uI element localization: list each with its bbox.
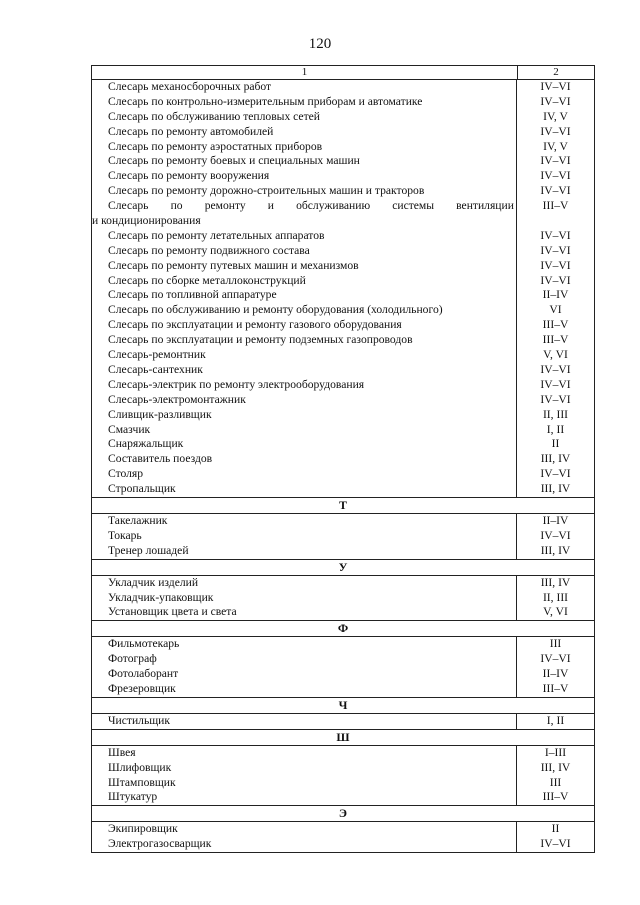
- table-row: [92, 682, 594, 697]
- row-grade: IV, V: [543, 109, 568, 123]
- row-name: Столяр: [92, 467, 517, 482]
- section-letter: Ч: [92, 698, 594, 714]
- row-grade: III–V: [542, 681, 569, 695]
- row-name: Фильмотекарь: [92, 637, 517, 652]
- table-row: [92, 667, 594, 682]
- section-0: [92, 497, 594, 559]
- row-name: Слесарь по ремонту подвижного состава: [92, 244, 517, 259]
- table-row: [92, 110, 594, 125]
- row-name: Составитель поездов: [92, 452, 517, 467]
- row-name: Фотолаборант: [92, 667, 517, 682]
- table-row: [92, 437, 594, 452]
- row-grade: III–V: [542, 333, 569, 347]
- section-letter: У: [92, 560, 594, 576]
- row-name: Слесарь по топливной аппаратуре: [92, 288, 517, 303]
- row-grade: II, III: [542, 590, 569, 604]
- section-1: [92, 559, 594, 621]
- row-name: Слесарь по контрольно-измерительным приборам и автоматике: [92, 95, 517, 110]
- row-name: Слесарь по ремонту вооружения: [92, 169, 517, 184]
- row-grade: VI: [549, 303, 562, 317]
- table-row: [92, 140, 594, 155]
- row-grade: IV–VI: [540, 652, 571, 666]
- row-name: Швея: [92, 746, 517, 761]
- row-name: Слесарь-электромонтажник: [92, 393, 517, 408]
- row-grade: IV–VI: [540, 467, 571, 481]
- table-row: [92, 452, 594, 467]
- table-row: [92, 761, 594, 776]
- table-row: [92, 423, 594, 438]
- row-name: Слесарь по ремонту аэростатных приборов: [92, 140, 517, 155]
- row-grade: III–V: [542, 318, 569, 332]
- row-grade: III, IV: [540, 482, 571, 496]
- table-row: [92, 408, 594, 423]
- table-row: [92, 154, 594, 169]
- row-name: Слесарь по ремонту дорожно-строительных машин и тракторов: [92, 184, 517, 199]
- row-grade: IV, V: [543, 139, 568, 153]
- section-s: [92, 80, 594, 497]
- row-grade: IV–VI: [540, 124, 571, 138]
- row-grade: IV–VI: [540, 154, 571, 168]
- table-row: [92, 837, 594, 852]
- table-row: [92, 514, 594, 529]
- table-row: [92, 169, 594, 184]
- page-number: 120: [308, 36, 332, 52]
- row-grade: III–V: [542, 790, 569, 804]
- table-row: [92, 125, 594, 140]
- table-header: [92, 66, 594, 80]
- table-row: [92, 348, 594, 363]
- table-row: [92, 393, 594, 408]
- row-name: Установщик цвета и света: [92, 605, 517, 620]
- row-grade: III: [549, 775, 562, 789]
- row-grade: III, IV: [540, 452, 571, 466]
- table-row: [92, 229, 594, 244]
- main-rows-1: [92, 80, 594, 199]
- section-letter: Т: [92, 498, 594, 514]
- row-grade: IV–VI: [540, 80, 571, 93]
- ventilation-line1: [92, 199, 516, 214]
- row-grade: III–V: [542, 199, 569, 213]
- row-name: Слесарь-электрик по ремонту электрооборудования: [92, 378, 517, 393]
- table-row: [92, 259, 594, 274]
- row-grade: II: [551, 437, 560, 451]
- row-name: Шлифовщик: [92, 761, 517, 776]
- row-name: Стропальщик: [92, 482, 517, 497]
- row-grade: IV–VI: [540, 258, 571, 272]
- section-3: [92, 697, 594, 729]
- section-4: [92, 729, 594, 806]
- table-row: [92, 576, 594, 591]
- row-name: Смазчик: [92, 423, 517, 438]
- table-row: [92, 591, 594, 606]
- table-row: [92, 199, 594, 229]
- row-name: Фрезеровщик: [92, 682, 517, 697]
- table-row: [92, 714, 594, 729]
- ventilation-word: и: [267, 199, 274, 213]
- table-row: [92, 822, 594, 837]
- row-name: Снаряжальщик: [92, 437, 517, 452]
- ventilation-word: ремонту: [204, 199, 246, 213]
- table-row: [92, 776, 594, 791]
- professions-table: [91, 65, 595, 853]
- row-grade: II, III: [542, 407, 569, 421]
- row-name: Слесарь-ремонтник: [92, 348, 517, 363]
- row-grade: IV–VI: [540, 273, 571, 287]
- row-grade: III: [549, 637, 562, 651]
- header-col2: 2: [553, 66, 559, 78]
- row-grade: III, IV: [540, 575, 571, 589]
- table-row: [92, 482, 594, 497]
- table-row: [92, 544, 594, 559]
- row-name: Слесарь по ремонту путевых машин и механизмов: [92, 259, 517, 274]
- table-row: [92, 303, 594, 318]
- row-name: Слесарь механосборочных работ: [92, 80, 517, 95]
- row-grade: II–IV: [542, 513, 569, 527]
- row-grade: IV–VI: [540, 377, 571, 391]
- table-row: [92, 378, 594, 393]
- section-letter: Ф: [92, 621, 594, 637]
- table-row: [92, 288, 594, 303]
- ventilation-word: Слесарь: [108, 199, 149, 213]
- table-row: [92, 605, 594, 620]
- table-row: [92, 529, 594, 544]
- section-2: [92, 620, 594, 697]
- row-grade: IV–VI: [540, 169, 571, 183]
- row-name: Слесарь по ремонту летательных аппаратов: [92, 229, 517, 244]
- table-row: [92, 80, 594, 95]
- main-rows-2: [92, 229, 594, 497]
- row-name: Укладчик изделий: [92, 576, 517, 591]
- row-grade: IV–VI: [540, 228, 571, 242]
- row-grade: I, II: [546, 713, 565, 727]
- table-row: [92, 244, 594, 259]
- row-name: Такелажник: [92, 514, 517, 529]
- row-grade: III, IV: [540, 543, 571, 557]
- row-name: Штукатур: [92, 790, 517, 805]
- row-grade: IV–VI: [540, 837, 571, 851]
- ventilation-word: обслуживанию: [296, 199, 371, 213]
- row-grade: II–IV: [542, 667, 569, 681]
- table-row: [92, 274, 594, 289]
- row-name: Слесарь по сборке металлоконструкций: [92, 274, 517, 289]
- header-col1: 1: [92, 66, 518, 79]
- row-name: Штамповщик: [92, 776, 517, 791]
- ventilation-word: по: [170, 199, 183, 213]
- letter-sections: [92, 497, 594, 852]
- table-row: [92, 467, 594, 482]
- table-row: [92, 318, 594, 333]
- row-name: Сливщик-разливщик: [92, 408, 517, 423]
- row-grade: II–IV: [542, 288, 569, 302]
- row-grade: V, VI: [543, 605, 568, 619]
- row-name: Слесарь по ремонту боевых и специальных машин: [92, 154, 517, 169]
- table-row: [92, 333, 594, 348]
- row-name: Слесарь-сантехник: [92, 363, 517, 378]
- table-row: [92, 652, 594, 667]
- row-grade: I–III: [544, 745, 567, 759]
- row-grade: IV–VI: [540, 243, 571, 257]
- row-name: Электрогазосварщик: [92, 837, 517, 852]
- row-name: Укладчик-упаковщик: [92, 591, 517, 606]
- row-grade: IV–VI: [540, 528, 571, 542]
- table-row: [92, 95, 594, 110]
- section-letter: Э: [92, 806, 594, 822]
- table-row: [92, 790, 594, 805]
- row-grade: IV–VI: [540, 362, 571, 376]
- section-letter: Ш: [92, 730, 594, 746]
- ventilation-word: системы: [392, 199, 435, 213]
- row-grade: V, VI: [543, 348, 568, 362]
- row-name: Слесарь по обслуживанию и ремонту оборудования (холодильного): [92, 303, 517, 318]
- row-grade: IV–VI: [540, 94, 571, 108]
- table-row: [92, 746, 594, 761]
- section-5: [92, 805, 594, 852]
- row-name: Чистильщик: [92, 714, 517, 729]
- row-name: Фотограф: [92, 652, 517, 667]
- row-name: Экипировщик: [92, 822, 517, 837]
- row-name: Тренер лошадей: [92, 544, 517, 559]
- row-name: Слесарь по ремонту автомобилей: [92, 125, 517, 140]
- row-grade: IV–VI: [540, 392, 571, 406]
- table-row: [92, 363, 594, 378]
- row-grade: III, IV: [540, 760, 571, 774]
- row-grade: I, II: [546, 422, 565, 436]
- row-name: Токарь: [92, 529, 517, 544]
- ventilation-line2: и кондиционирования: [92, 214, 201, 228]
- row-grade: IV–VI: [540, 184, 571, 198]
- row-grade: II: [551, 822, 560, 836]
- ventilation-word: вентиляции: [456, 199, 514, 213]
- table-row: [92, 637, 594, 652]
- row-name: Слесарь по эксплуатации и ремонту подземных газопроводов: [92, 333, 517, 348]
- table-row: [92, 184, 594, 199]
- row-name: Слесарь по обслуживанию тепловых сетей: [92, 110, 517, 125]
- row-name: Слесарь по эксплуатации и ремонту газового оборудования: [92, 318, 517, 333]
